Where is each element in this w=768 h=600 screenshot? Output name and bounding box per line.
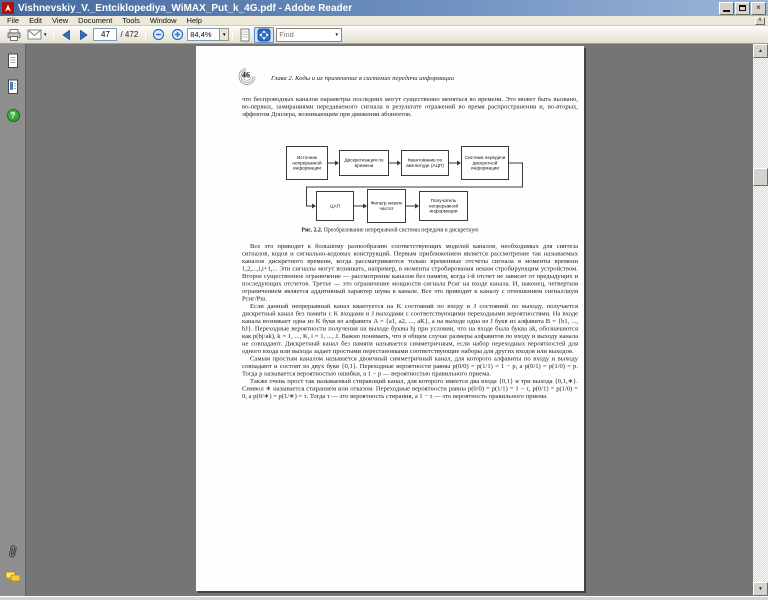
diagram-arrowhead xyxy=(363,204,367,209)
comments-icon xyxy=(5,571,21,584)
scroll-down-button[interactable]: ▼ xyxy=(753,582,768,596)
diagram-connector xyxy=(522,163,523,188)
pages-panel-button[interactable] xyxy=(5,52,21,70)
diagram-box-transmission-system: Система передачи дискретной информации xyxy=(461,146,509,180)
diagram-connector xyxy=(354,206,363,207)
single-page-icon xyxy=(239,28,251,42)
body-paragraph: Самым простым каналом называется двоичный симметричный канал, для которого алфавиты по входу и выходу совпадают и состоят из двух букв {0,1}. Переходные вероятности равны p(0/0) = p(1/1) = 1 − p, а p(0/1) = p(1/0) = p. Тогда p называется вероятностью ошибки, а 1 − p — вероятностью правильного приема. xyxy=(242,354,578,377)
zoom-dropdown-caret-icon[interactable]: ▼ xyxy=(220,28,229,41)
diagram-arrowhead xyxy=(335,161,339,166)
menu-tools[interactable]: Tools xyxy=(122,15,140,25)
body-paragraph: Также очень прост так называемый стирающий канал, для которого имеется два входа {0,1} и три выхода {0,1,∗}. Символ ∗ называется стиранием или отказом. Переходные вероятности равны p(0/0) = p(1/1) = 1 − τ, p(0/1) = p(1/0) = 0, а p(0/∗) = p(1/∗) = τ. Тогда τ — это вероятность стирания, а 1 − τ — это вероятность правильного приема. xyxy=(242,377,578,400)
help-icon: ? xyxy=(7,109,20,122)
restore-icon xyxy=(739,5,746,11)
diagram-box-dac: ЦАП xyxy=(316,191,354,221)
diagram-box-lowpass-filter: Фильтр низких частот xyxy=(367,189,406,223)
zoom-out-icon xyxy=(152,28,165,41)
menu-document[interactable]: Document xyxy=(78,15,113,25)
diagram-connector xyxy=(306,187,523,188)
title-bar[interactable] xyxy=(0,0,768,16)
diagram-arrowhead xyxy=(457,161,461,166)
diagram-connector xyxy=(406,206,415,207)
document-close-button[interactable]: x xyxy=(755,17,765,25)
bookmarks-icon xyxy=(6,79,20,95)
figure-caption-label: Рис. 2.2. xyxy=(301,227,323,233)
email-button[interactable] xyxy=(24,27,50,43)
find-toolbar xyxy=(276,28,342,42)
navigation-pane xyxy=(0,44,26,596)
print-button[interactable] xyxy=(4,27,24,43)
menu-file[interactable]: File xyxy=(7,15,20,25)
pdf-page xyxy=(196,46,584,591)
window-title: Vishnevskiy_V._Entciklopediya_WiMAX_Put_k_4G.pdf - Adobe Reader xyxy=(18,2,353,14)
email-dropdown-caret-icon[interactable]: ▼ xyxy=(43,32,48,37)
printer-icon xyxy=(7,29,21,41)
diagram-connector xyxy=(389,163,397,164)
zoom-in-icon xyxy=(171,28,184,41)
attachments-panel-button[interactable] xyxy=(5,542,21,560)
diagram-arrowhead xyxy=(312,204,316,209)
bookmarks-panel-button[interactable] xyxy=(5,78,21,96)
body-paragraph: Все это приводит к большому разнообразию соответствующих моделей каналов, необходимых для синтеза сигналов, кодов и сигнально-кодовых конструкций. Первым приближением является рассмотрение так называемых каналов дискретного времени, когда рассматриваются только временные отсчеты сигнала в моменты времени 1,2,...,i,i+1,... Эти сигналы могут возникать, например, в моменты стробирования неким стробирующим устройством. Второе существенное ограничение — рассмотрение каналов без памяти, когда i-й отсчет не зависит от предыдущих и последующих отсчетов. Третье — это ограничение мощности сигнала Pсиг на входе канала. И, наконец, четвертым ограничением является аддитивный характер шума в канале. Все это приводит к каналу с отношением сигнал/шум Pсиг/Pш. xyxy=(242,242,578,302)
previous-page-icon xyxy=(60,29,72,41)
diagram-connector xyxy=(509,163,523,164)
diagram-arrowhead xyxy=(397,161,401,166)
find-input[interactable] xyxy=(277,30,332,39)
scrollbar-thumb[interactable] xyxy=(753,168,768,186)
toolbar-separator xyxy=(232,28,233,41)
adobe-reader-icon xyxy=(2,2,14,14)
diagram-box-sampling: Дискретизация по времени xyxy=(339,150,389,176)
minimize-button[interactable] xyxy=(719,2,734,15)
menu-edit[interactable]: Edit xyxy=(29,15,43,25)
next-page-icon xyxy=(78,29,90,41)
menu-bar xyxy=(0,16,768,26)
page-number-input[interactable] xyxy=(93,28,117,41)
paperclip-icon xyxy=(6,542,20,560)
email-icon xyxy=(27,29,42,40)
zoom-in-button[interactable] xyxy=(168,27,187,43)
toolbar xyxy=(0,26,768,44)
page-number: 46 xyxy=(242,71,250,80)
document-canvas[interactable] xyxy=(27,44,753,596)
diagram-box-quantization: Квантование по амплитуде (АЦП) xyxy=(401,150,449,176)
running-chapter-header: Глава 2. Коды и их применение в системах передачи информации xyxy=(271,74,454,82)
find-dropdown-caret-icon[interactable]: ▼ xyxy=(334,32,339,37)
diagram-connector xyxy=(306,187,307,207)
diagram-box-source: Источник непрерывной информации xyxy=(286,146,328,180)
close-button[interactable]: × xyxy=(751,2,766,15)
single-page-view-button[interactable] xyxy=(236,27,254,43)
menu-help[interactable]: Help xyxy=(186,15,202,25)
previous-page-button[interactable] xyxy=(57,27,75,43)
scroll-up-button[interactable]: ▲ xyxy=(753,44,768,58)
body-paragraph: Если данный непрерывный канал квантуется на K состояний по входу и J состояний по выходу, получается дискретный канал без памяти с K входами и J выходами с соответствующими переходными вероятностями. На входе канала возникает одна из K букв из алфавита A = {a1, a2, ..., aK}, а на выходе одна из J букв из алфавита B = {b1, ..., bJ}. Переходные вероятности получения на выходе буквы bj при условии, что на входе была буква ak, обозначаются как p(bj/ak), k = 1, ..., K, i = 1, ..., J. Важно понимать, что в общем случае размеры алфавитов по входу и выходу канала не совпадают. Дискретный канал без памяти называется симметричным, если набор переходных вероятностей для одного входа или выхода задает простыми перестановками соответствующие наборы для других входов или выходов. xyxy=(242,302,578,355)
pages-icon xyxy=(6,53,20,69)
diagram-box-receiver: Получатель непрерывной информации xyxy=(419,191,468,221)
how-to-help-button[interactable] xyxy=(5,106,21,124)
next-page-button[interactable] xyxy=(75,27,93,43)
menu-view[interactable]: View xyxy=(52,15,69,25)
figure-caption xyxy=(196,227,584,233)
zoom-level-combo[interactable] xyxy=(187,28,229,41)
minimize-icon xyxy=(723,10,730,12)
zoom-level-value[interactable]: 84,4% xyxy=(187,28,220,41)
menu-window[interactable]: Window xyxy=(149,15,177,25)
restore-button[interactable] xyxy=(735,2,750,15)
vertical-scrollbar[interactable] xyxy=(753,44,768,596)
diagram-connector xyxy=(449,163,457,164)
comments-panel-button[interactable] xyxy=(5,568,21,586)
figure-caption-text: Преобразование непрерывной системы передачи в дискретную xyxy=(323,227,479,233)
fit-page-icon xyxy=(257,28,271,42)
zoom-out-button[interactable] xyxy=(149,27,168,43)
toolbar-separator xyxy=(145,28,146,41)
page-total-label: / 472 xyxy=(120,30,139,39)
toolbar-separator xyxy=(53,28,54,41)
workspace xyxy=(0,44,768,596)
window-bottom-border xyxy=(0,596,768,600)
body-paragraph: что беспроводных каналов параметры последних могут существенно меняться во времени. Это может быть вызвано, во-первых, замираниями передаваемого сигнала в результате отражений во время распространения и, во-вторых, эффектом Доплера, возникающим при движении абонентов. xyxy=(242,95,578,118)
fit-page-view-button[interactable] xyxy=(254,27,274,43)
diagram-arrowhead xyxy=(415,204,419,209)
